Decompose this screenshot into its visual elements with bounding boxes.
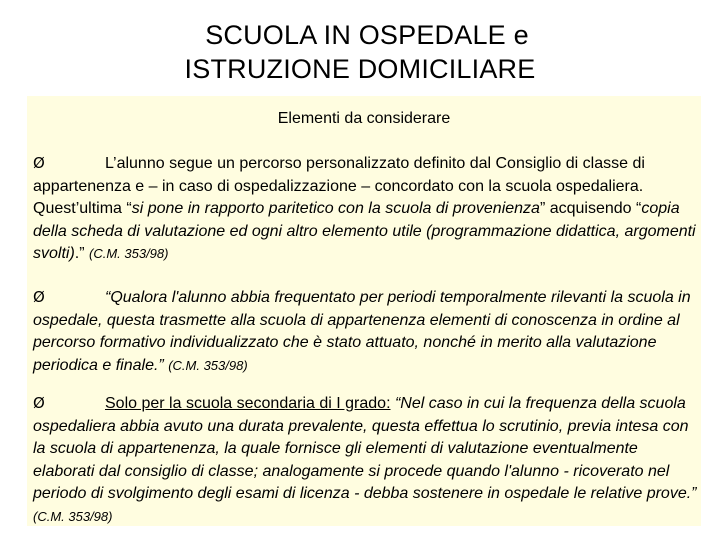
paragraph-3: [33, 392, 697, 528]
panel-subtitle: Elementi da considerare: [277, 110, 451, 127]
paragraph-2-citation: (C.M. 353/98): [168, 357, 248, 373]
bullet-arrow-icon: Ø: [33, 394, 45, 412]
paragraph-1-citation: (C.M. 353/98): [89, 246, 169, 261]
paragraph-1: [33, 152, 697, 266]
paragraph-3-heading: Solo per la scuola secondaria di I grado:: [105, 395, 391, 412]
slide-title-line1: SCUOLA IN OSPEDALE e: [205, 20, 529, 50]
paragraph-1-quote-2: copia della scheda di valutazione ed ogni altro elemento utile (programmazione didattica, argomenti svolti): [33, 200, 696, 262]
content-panel: [27, 96, 701, 526]
paragraph-1-text: L’alunno segue un percorso personalizzato definito dal Consiglio di classe di appartenenza e – in caso di ospedalizzazione – concordato con la scuola ospedaliera. Quest’ultima “: [33, 155, 645, 217]
paragraph-3-quote: “Nel caso in cui la frequenza della scuola ospedaliera abbia avuto una durata prevalente, questa effettua lo scrutinio, previa intesa con la scuola di appartenenza, la quale fornisce gli elementi di valutazione eventualmente elaborati dal consiglio di classe; analogamente si procede quando l'alunno - ricoverato nel periodo di svolgimento degli esami di licenza - debba sostenere in ospedale le relative prove.”: [33, 395, 697, 502]
paragraph-2: [33, 286, 697, 377]
bullet-arrow-icon: Ø: [33, 288, 45, 306]
paragraph-3-citation: (C.M. 353/98): [33, 508, 113, 524]
paragraph-1-quote-1: si pone in rapporto paritetico con la scuola di provenienza: [131, 200, 540, 217]
paragraph-1-text-3: .”: [74, 245, 89, 262]
slide-title-line2: ISTRUZIONE DOMICILIARE: [184, 54, 536, 84]
paragraph-2-quote: “Qualora l'alunno abbia frequentato per periodi temporalmente rilevanti la scuola in ospedale, questa trasmette alla scuola di appartenenza elementi di conoscenza in ordine al percorso formativo individualizzato che è stato attuato, nonché in merito alla valutazione periodica e finale.”: [33, 289, 691, 374]
slide-title: [0, 18, 720, 86]
bullet-arrow-icon: Ø: [33, 154, 45, 172]
paragraph-1-text-2: ” acquisendo “: [539, 200, 642, 217]
